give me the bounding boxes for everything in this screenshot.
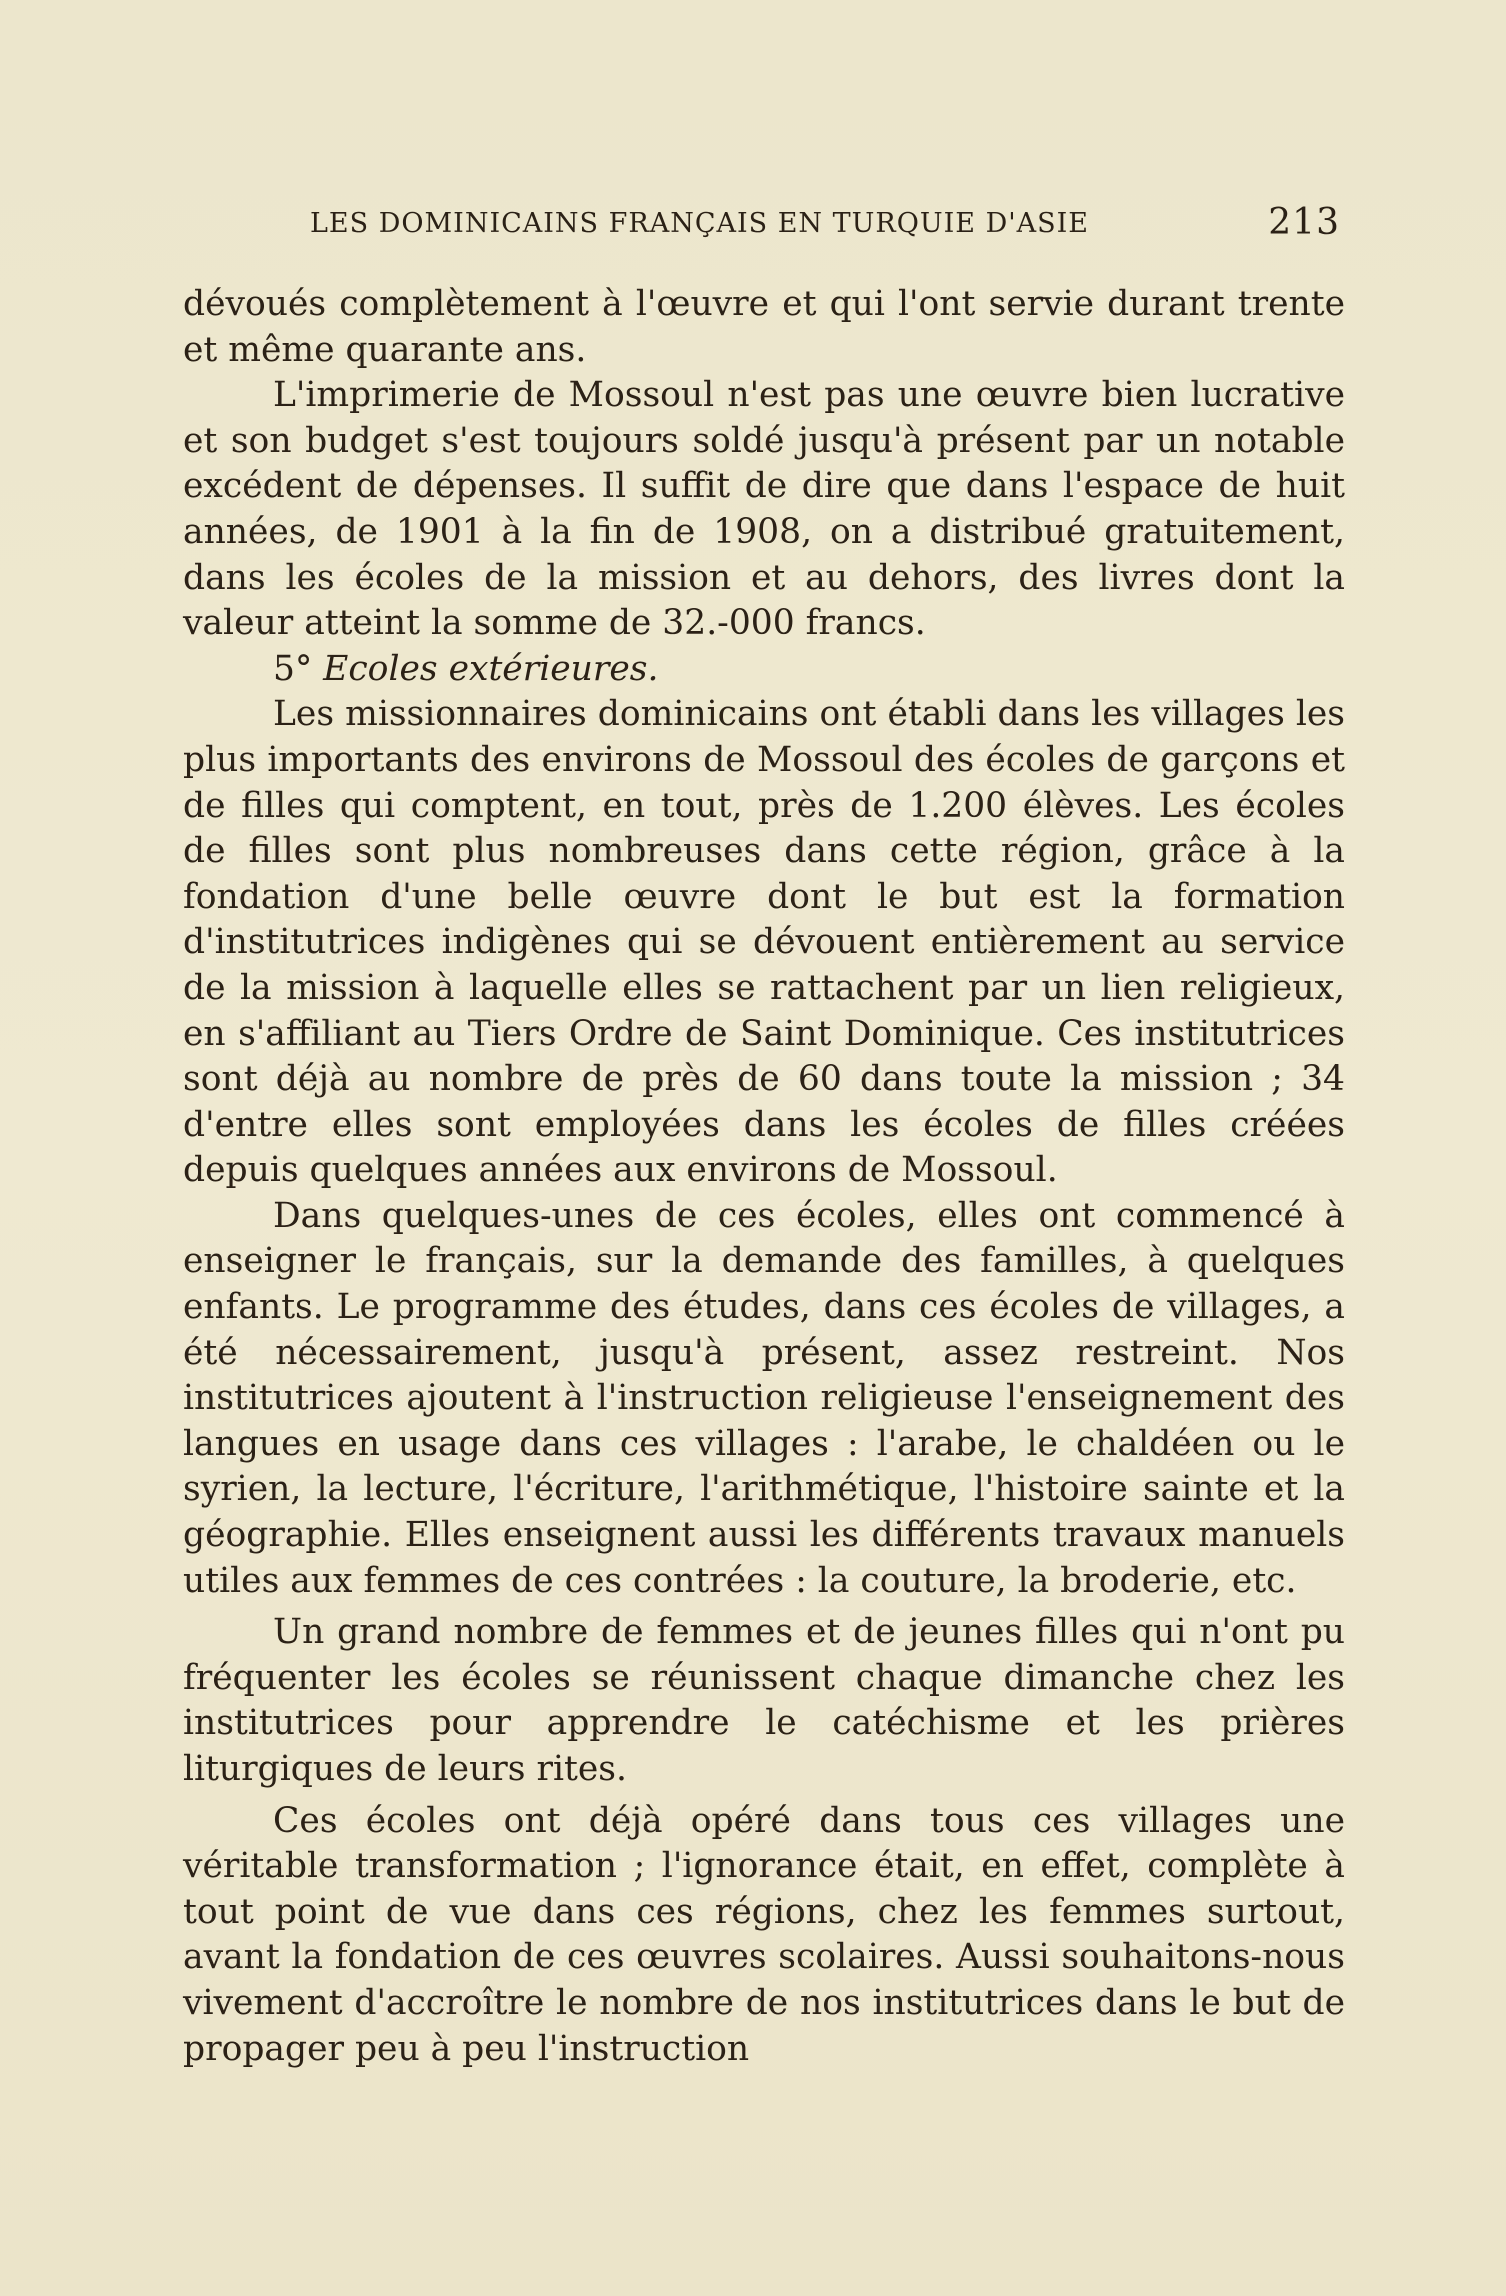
section-title: Ecoles extérieures.: [323, 648, 659, 689]
paragraph-transformation: Ces écoles ont déjà opéré dans tous ces villages une véritable transformation ; l'ignorance était, en effet, complète à tout point de vue dans ces régions, chez les femmes surtout, avant la fondation de ces œuvres scolaires. Aussi souhaitons-nous vivement d'accroître le nombre de nos institutrices dans le but de propager peu à peu l'instruction: [183, 1800, 1345, 2069]
paragraph-continuation: dévoués complètement à l'œuvre et qui l'ont servie durant trente et même quarante ans.: [183, 284, 1345, 370]
paragraph-imprimerie: L'imprimerie de Mossoul n'est pas une œuvre bien lucrative et son budget s'est toujours soldé jusqu'à présent par un notable excédent de dépenses. Il suffit de dire que dans l'espace de huit années, de 1901 à la fin de 1908, on a distribué gratuitement, dans les écoles de la mission et au dehors, des livres dont la valeur atteint la somme de 32.-000 francs.: [183, 375, 1345, 644]
running-title: LES DOMINICAINS FRANÇAIS EN TURQUIE D'ASIE: [310, 208, 1090, 239]
paragraph-femmes: Un grand nombre de femmes et de jeunes filles qui n'ont pu fréquenter les écoles se réunissent chaque dimanche chez les institutrices pour apprendre le catéchisme et les prières liturgiques de leurs rites.: [183, 1612, 1345, 1789]
body-text: [183, 282, 1345, 2072]
section-heading: [183, 647, 1345, 693]
section-number: 5°: [273, 648, 313, 689]
paragraph-missionnaires: Les missionnaires dominicains ont établi dans les villages les plus importants des environs de Mossoul des écoles de garçons et de filles qui comptent, en tout, près de 1.200 élèves. Les écoles de filles sont plus nombreuses dans cette région, grâce à la fondation d'une belle œuvre dont le but est la formation d'institutrices indigènes qui se dévouent entièrement au service de la mission à laquelle elles se rattachent par un lien religieux, en s'affiliant au Tiers Ordre de Saint Dominique. Ces institutrices sont déjà au nombre de près de 60 dans toute la mission ; 34 d'entre elles sont employées dans les écoles de filles créées depuis quelques années aux environs de Mossoul.: [183, 694, 1345, 1191]
running-header: [310, 202, 1340, 252]
paragraph-francais: Dans quelques-unes de ces écoles, elles ont commencé à enseigner le français, sur la demande des familles, à quelques enfants. Le programme des études, dans ces écoles de villages, a été nécessairement, jusqu'à présent, assez restreint. Nos institutrices ajoutent à l'instruction religieuse l'enseignement des langues en usage dans ces villages : l'arabe, le chaldéen ou le syrien, la lecture, l'écriture, l'arithmétique, l'histoire sainte et la géographie. Elles enseignent aussi les différents travaux manuels utiles aux femmes de ces contrées : la couture, la broderie, etc.: [183, 1195, 1345, 1601]
page-number: 213: [1268, 202, 1340, 243]
